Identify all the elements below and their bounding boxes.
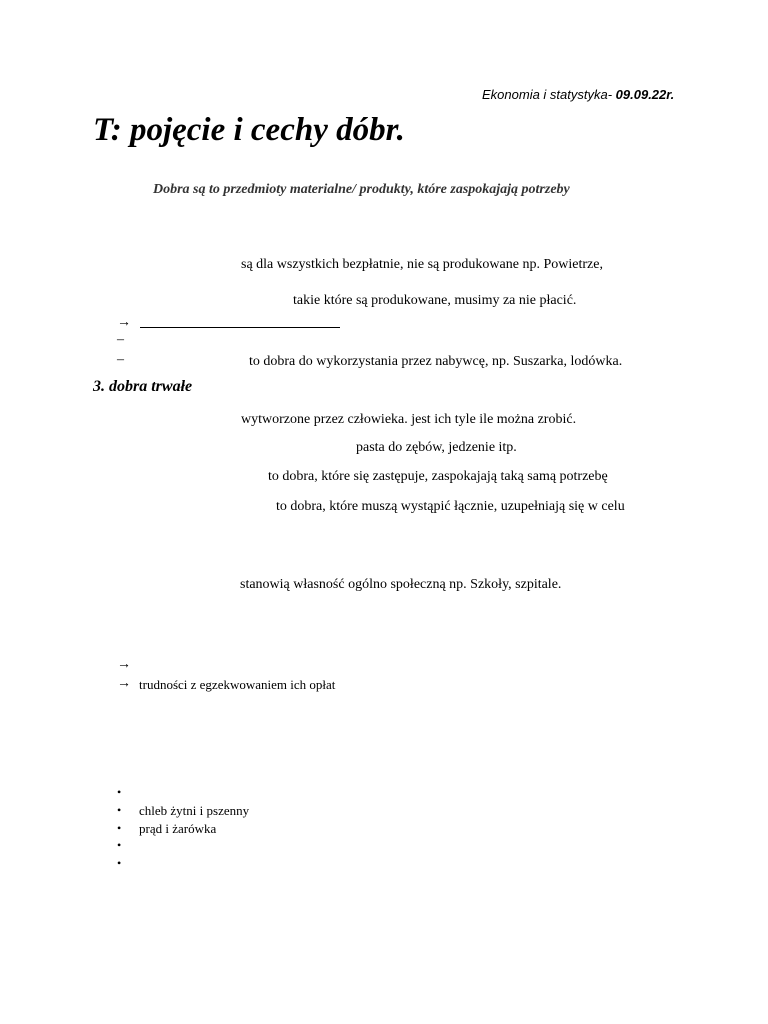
man-made-line: wytworzone przez człowieka. jest ich tyle ile można zrobić.: [241, 412, 577, 427]
perishable-example-line: pasta do zębów, jedzenie itp.: [356, 440, 517, 455]
bullet-marker-1: •: [117, 785, 122, 799]
dash-marker-1: –: [117, 332, 124, 347]
bullet-marker-4: •: [117, 838, 122, 852]
header-subject: Ekonomia i statystyka-: [482, 87, 616, 102]
bullet-list-item: chleb żytni i pszenny: [139, 803, 250, 818]
header-date: 09.09.22r.: [615, 87, 675, 102]
arrow-marker-1: →: [117, 315, 131, 330]
blank-underline: [140, 327, 340, 328]
section-heading-durable-goods: 3. dobra trwałe: [93, 378, 193, 395]
definition-line: Dobra są to przedmioty materialne/ produkty, które zaspokajają potrzeby: [153, 182, 570, 197]
arrow-list-item: trudności z egzekwowaniem ich opłat: [139, 677, 336, 692]
arrow-marker-2: →: [117, 657, 131, 672]
header-line: [482, 87, 674, 102]
dash-marker-2: –: [117, 352, 124, 367]
bullet-marker-5: •: [117, 856, 122, 870]
arrow-marker-3: →: [117, 676, 131, 691]
bullet-marker-3: •: [117, 821, 122, 835]
bullet-marker-2: •: [117, 803, 122, 817]
economic-goods-line: takie które są produkowane, musimy za nie płacić.: [293, 293, 577, 308]
public-goods-line: stanowią własność ogólno społeczną np. Szkoły, szpitale.: [240, 577, 562, 592]
free-goods-line: są dla wszystkich bezpłatnie, nie są produkowane np. Powietrze,: [241, 257, 603, 272]
bullet-list-item: prąd i żarówka: [139, 821, 217, 836]
substitutes-line: to dobra, które się zastępuje, zaspokajają taką samą potrzebę: [268, 469, 608, 484]
complements-line: to dobra, które muszą wystąpić łącznie, uzupełniają się w celu: [276, 499, 625, 514]
page-title: T: pojęcie i cechy dóbr.: [93, 112, 405, 148]
consumer-goods-line: to dobra do wykorzystania przez nabywcę, np. Suszarka, lodówka.: [249, 354, 623, 369]
